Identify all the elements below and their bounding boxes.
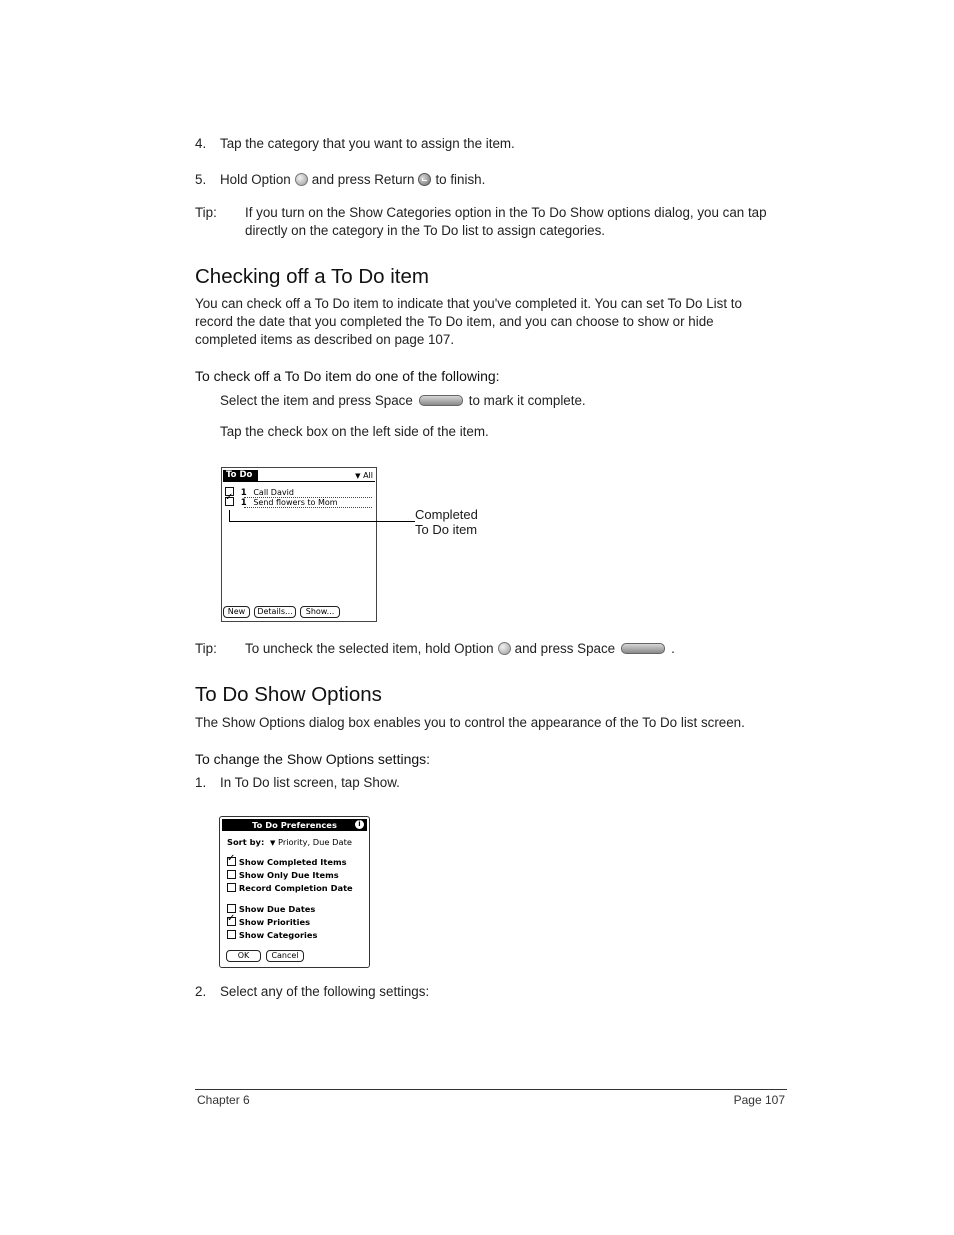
tip-text-after: .: [671, 641, 675, 656]
paragraph-line: record the date that you completed the To Do item, and you can choose to show or hide: [195, 314, 714, 329]
section-paragraph: The Show Options dialog box enables you to control the appearance of the To Do list screen.: [195, 715, 745, 730]
details-button[interactable]: Details...: [254, 606, 296, 618]
step-text: Tap the category that you want to assign the item.: [220, 136, 515, 151]
paragraph-line: completed items as described on page 107.: [195, 332, 455, 347]
option-show-categories[interactable]: [227, 930, 317, 943]
option-show-completed[interactable]: [227, 857, 353, 870]
step-number: 5.: [195, 172, 207, 187]
step-text: Select any of the following settings:: [220, 984, 430, 999]
option-1: [220, 392, 586, 410]
triangle-down-icon: ▼: [269, 839, 276, 847]
footer-chapter: Chapter 6: [197, 1093, 250, 1107]
step-text-before: Hold Option: [220, 172, 291, 187]
procedure-heading: To check off a To Do item do one of the following:: [195, 368, 500, 384]
options-group: [227, 857, 353, 896]
step-number: 1.: [195, 775, 207, 790]
section-paragraph: [195, 295, 742, 349]
todo-title-tab: To Do: [223, 470, 258, 481]
sort-value: Priority, Due Date: [277, 837, 352, 847]
option-2: Tap the check box on the left side of the item.: [220, 424, 489, 439]
priority: 1: [240, 488, 247, 498]
tip-text-mid: and press Space: [514, 641, 616, 656]
tip-label: Tip:: [195, 641, 217, 656]
tip-text: [245, 204, 767, 240]
option-show-only-due[interactable]: [227, 870, 353, 883]
checkbox[interactable]: [227, 904, 236, 913]
step-number: 2.: [195, 984, 207, 999]
procedure-heading: To change the Show Options settings:: [195, 751, 431, 767]
checkbox[interactable]: [227, 883, 236, 892]
tip-text-before: To uncheck the selected item, hold Option: [245, 641, 494, 656]
checkbox-checked[interactable]: [227, 857, 236, 866]
show-button[interactable]: Show...: [300, 606, 340, 618]
ok-button[interactable]: OK: [226, 950, 261, 962]
checkbox[interactable]: [227, 930, 236, 939]
step-text: [220, 171, 485, 189]
step-5: [195, 171, 486, 189]
step-4: [195, 135, 515, 153]
checkbox[interactable]: [227, 870, 236, 879]
space-button-icon: [621, 643, 665, 654]
todo-list-screen: [221, 467, 377, 622]
todo-item-text: Send flowers to Mom: [253, 498, 338, 507]
cancel-button[interactable]: Cancel: [266, 950, 304, 962]
options-group: [227, 904, 317, 943]
option-label: Show Completed Items: [238, 857, 347, 867]
section-heading: Checking off a To Do item: [195, 265, 429, 288]
sort-picker[interactable]: [267, 837, 352, 847]
todo-item-text: Call David: [253, 488, 294, 497]
paragraph-line: You can check off a To Do item to indicate that you've completed it. You can set To Do List to: [195, 296, 742, 311]
option-show-due-dates[interactable]: [227, 904, 317, 917]
option-button-icon: [498, 642, 511, 655]
sort-label: Sort by:: [227, 837, 265, 847]
category-value: All: [363, 471, 373, 480]
priority: 1: [240, 498, 247, 508]
footer-page-number: Page 107: [733, 1093, 785, 1107]
title-underline: [223, 481, 375, 482]
info-icon[interactable]: i: [355, 820, 364, 829]
dialog-title: To Do Preferences: [252, 820, 337, 830]
option-label: Show Priorities: [238, 917, 311, 927]
option-text-before: Select the item and press Space: [220, 393, 413, 408]
row-divider: [244, 507, 372, 508]
space-button-icon: [419, 395, 463, 406]
step-text-mid: and press Return: [311, 172, 415, 187]
option-label: Show Due Dates: [238, 904, 316, 914]
callout-line: Completed: [415, 507, 478, 522]
option-button-icon: [295, 173, 308, 186]
tip-label: Tip:: [195, 205, 217, 220]
triangle-down-icon: ▼: [355, 472, 361, 480]
new-button[interactable]: New: [223, 606, 250, 618]
checkbox-checked[interactable]: [227, 917, 236, 926]
tip-line: If you turn on the Show Categories option in the To Do Show options dialog, you can tap: [245, 205, 767, 220]
option-label: Show Only Due Items: [238, 870, 339, 880]
category-picker[interactable]: [355, 470, 373, 482]
step-1: [195, 774, 400, 792]
footer-rule: [195, 1089, 787, 1090]
tip-text: [245, 640, 675, 658]
option-label: Record Completion Date: [238, 883, 353, 893]
step-number: 4.: [195, 136, 207, 151]
section-heading: To Do Show Options: [195, 683, 382, 706]
checkbox-checked[interactable]: [225, 497, 234, 506]
callout-label: [415, 507, 478, 537]
option-label: Show Categories: [238, 930, 318, 940]
callout-line: To Do item: [415, 522, 478, 537]
sort-row: [227, 836, 352, 849]
tip-line: directly on the category in the To Do list to assign categories.: [245, 223, 606, 238]
step-2: [195, 983, 430, 1001]
step-text-after: to finish.: [435, 172, 486, 187]
preferences-dialog: [219, 816, 370, 968]
option-show-priorities[interactable]: [227, 917, 317, 930]
option-text-after: to mark it complete.: [468, 393, 586, 408]
callout-line-horizontal: [229, 521, 415, 522]
step-text: In To Do list screen, tap Show.: [220, 775, 400, 790]
dialog-title-bar: [222, 819, 367, 831]
option-record-completion[interactable]: [227, 883, 353, 896]
return-button-icon: [418, 173, 431, 186]
